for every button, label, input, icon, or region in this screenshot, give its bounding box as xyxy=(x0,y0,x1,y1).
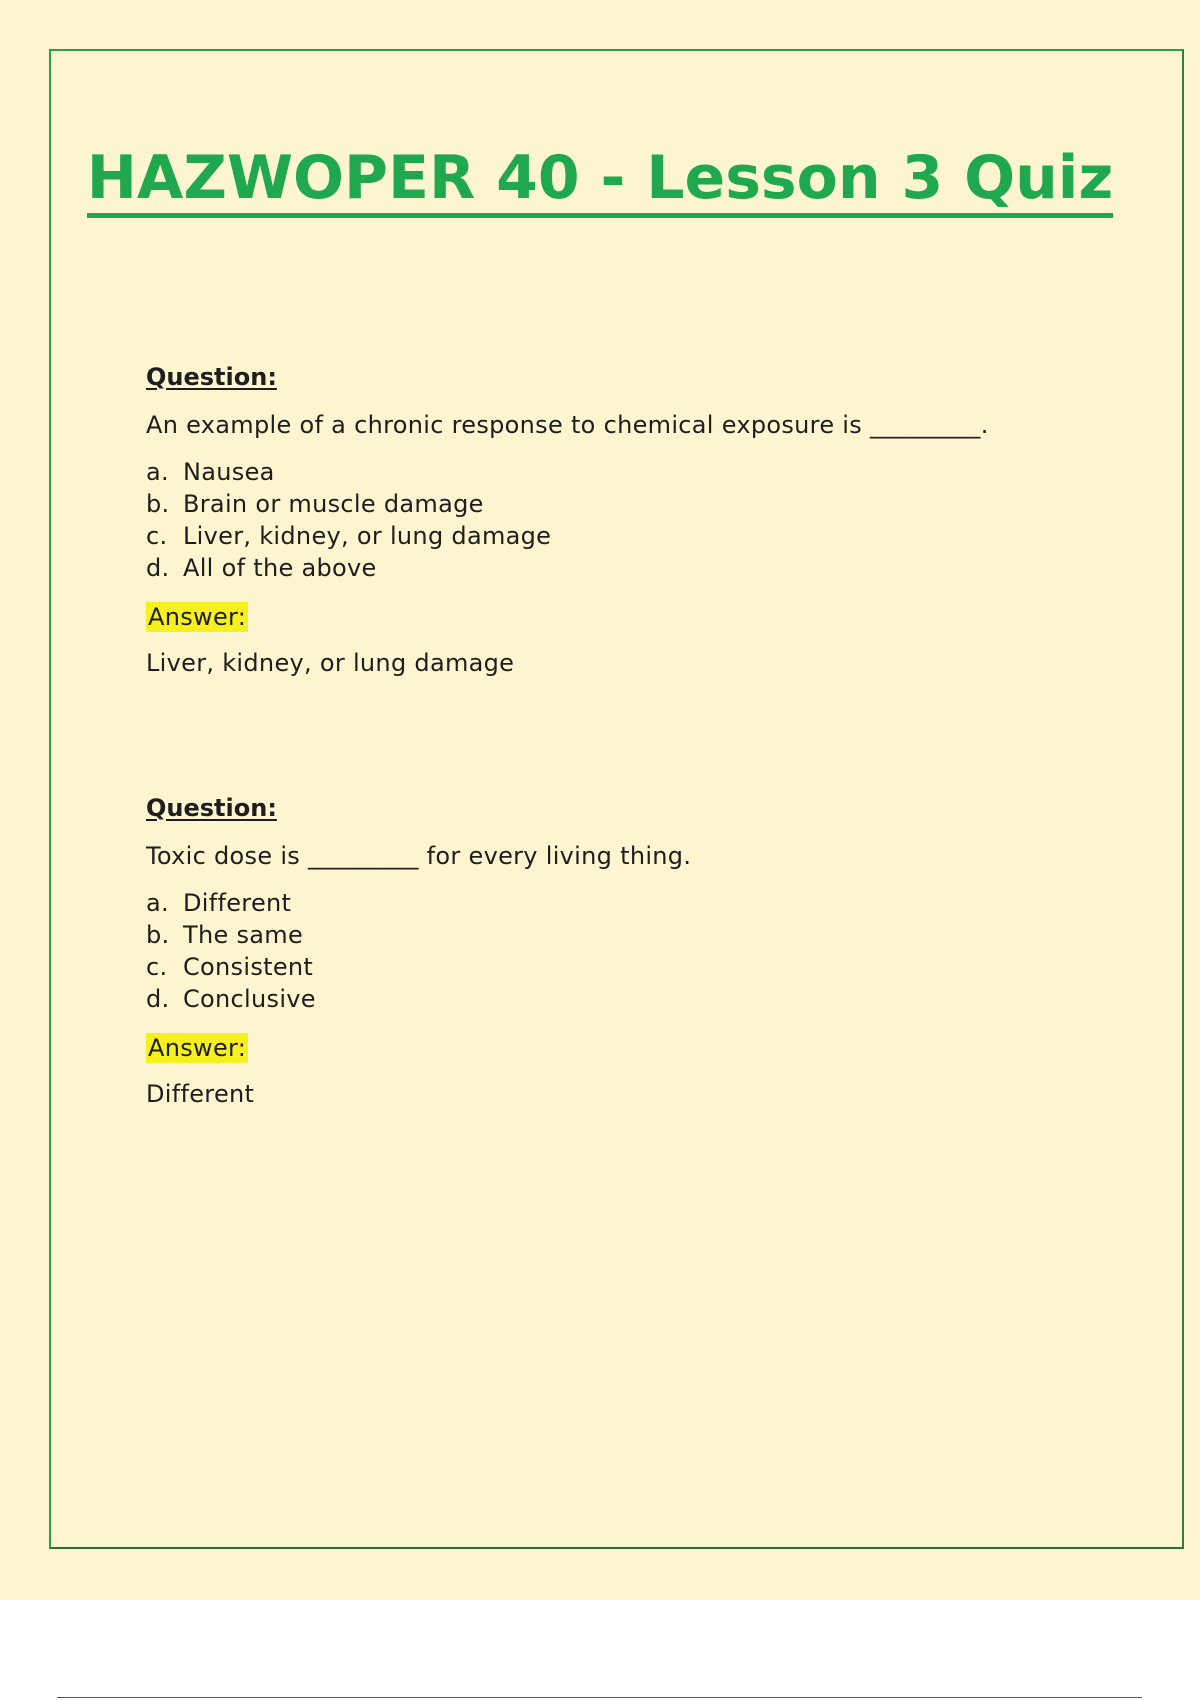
question-block-1 xyxy=(146,362,1046,678)
option-letter: d. xyxy=(146,985,170,1013)
option-d xyxy=(146,983,1046,1015)
option-label: Nausea xyxy=(183,458,275,486)
option-list xyxy=(146,887,1046,1015)
option-label: The same xyxy=(183,921,304,949)
option-d xyxy=(146,552,1046,584)
option-label: Brain or muscle damage xyxy=(183,490,484,518)
answer-label: Answer: xyxy=(148,603,247,631)
option-b xyxy=(146,488,1046,520)
question-text: Toxic dose is _________ for every living thing. xyxy=(146,842,692,870)
option-list xyxy=(146,456,1046,584)
option-c xyxy=(146,951,1046,983)
question-heading: Question: xyxy=(146,794,277,822)
option-letter: b. xyxy=(146,490,170,518)
question-block-2 xyxy=(146,793,1046,1109)
question-heading: Question: xyxy=(146,363,277,391)
option-letter: a. xyxy=(146,889,169,917)
option-letter: d. xyxy=(146,554,170,582)
option-letter: a. xyxy=(146,458,169,486)
answer-text: Liver, kidney, or lung damage xyxy=(146,649,515,677)
option-a xyxy=(146,887,1046,919)
footer-divider xyxy=(57,1697,1142,1698)
option-letter: c. xyxy=(146,953,168,981)
option-a xyxy=(146,456,1046,488)
page-title-text: HAZWOPER 40 - Lesson 3 Quiz xyxy=(87,143,1114,218)
option-label: Different xyxy=(183,889,292,917)
option-label: Conclusive xyxy=(183,985,316,1013)
page-title xyxy=(0,142,1200,214)
option-label: All of the above xyxy=(183,554,377,582)
option-b xyxy=(146,919,1046,951)
option-label: Consistent xyxy=(183,953,314,981)
answer-text: Different xyxy=(146,1080,255,1108)
option-letter: c. xyxy=(146,522,168,550)
question-text: An example of a chronic response to chemical exposure is _________. xyxy=(146,411,989,439)
option-letter: b. xyxy=(146,921,170,949)
option-label: Liver, kidney, or lung damage xyxy=(183,522,552,550)
option-c xyxy=(146,520,1046,552)
answer-label: Answer: xyxy=(148,1034,247,1062)
